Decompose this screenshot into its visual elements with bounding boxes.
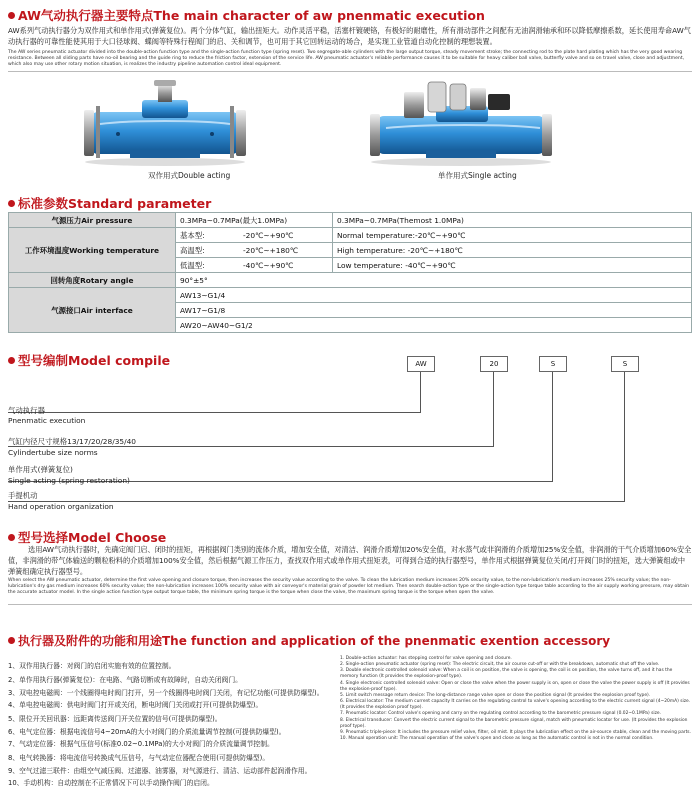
bullet-icon xyxy=(8,12,15,19)
parameter-table xyxy=(8,212,692,333)
list-item: 5. Limit switch message return device: The long-distance range valve open or close the position signal (It provides the explosion proof type). xyxy=(340,692,651,698)
list-item: 3. Double electronic controlled solenoid valve: When a coil is on position, the valve is opening, the coil is on position, the valve turns off, and it has the memory function (It provides the explosion-proof type). xyxy=(340,668,673,680)
model-line-cn: 手提机动 xyxy=(8,491,38,500)
list-item: 3、双电控电磁阀：一个线圈得电时阀门打开，另一个线圈得电时阀门关闭，有记忆功能(可提供防爆型)。 xyxy=(8,689,324,697)
model-line-cn: 气缸内径尺寸规格13/17/20/28/35/40 xyxy=(8,437,137,446)
rotary-angle-value: 90°±5° xyxy=(176,273,692,288)
temp-value-cn: -40℃~+90℃ xyxy=(239,258,333,273)
temp-value-en: Normal temperature:-20℃~+90℃ xyxy=(333,228,692,243)
section-title-main-character xyxy=(8,6,485,24)
air-pressure-label: 气源压力Air pressure xyxy=(9,213,176,228)
list-item: 7. Pneumatic locator: Control valve's opening and carry on the regulating control according to the barometric pressure signal (0.02~0.1MPa) size. xyxy=(340,711,661,717)
standard-parameter-title: 标准参数Standard parameter xyxy=(18,196,212,211)
temp-value-cn: -20℃~+180℃ xyxy=(239,243,333,258)
temp-sub-label: 高温型: xyxy=(176,243,240,258)
list-item: 2、单作用执行器(弹簧复位)：在电路、气路切断或有故障时，自动关闭阀门。 xyxy=(8,675,242,684)
section-title-standard-parameter xyxy=(8,194,211,212)
bullet-icon xyxy=(8,357,15,364)
list-item: 1、双作用执行器：对阀门的启闭实施有效的位置控制。 xyxy=(8,662,176,670)
air-interface-value: AW20~AW40~G1/2 xyxy=(176,318,692,333)
connector-line xyxy=(624,372,625,501)
list-item: 9、空气过滤三联件：由组空气减压阀、过滤器、油雾器，对气源进行、清洁、运动部件起润滑作用。 xyxy=(8,767,312,775)
list-item: 8. Electrical transducer: Convert the electric current signal to the barometric pressure signal, match with pneumatic locator for use. (It provides the explosion proof type). xyxy=(340,717,688,729)
air-interface-label: 气源接口Air interface xyxy=(9,288,176,333)
model-compile-title: 型号编制Model compile xyxy=(18,353,171,368)
model-box-size: 20 xyxy=(480,356,508,372)
air-interface-value: AW17~G1/8 xyxy=(176,303,692,318)
connector-line xyxy=(420,372,421,412)
model-line-en: Single acting (spring restoration) xyxy=(8,476,130,485)
double-acting-actuator-image xyxy=(70,76,260,168)
list-item: 6、电气定位器：根据电流信号4~20mA的大小对阀门的介质流量调节控制(可提供防爆型)。 xyxy=(8,728,286,736)
model-choose-en: When select the AW pneumatic actuator, determine the first valve opening and closure torque, then increases the security value according to the valve. To clean the lubrication medium increases 20% security value, to the non-lubrication's medium increases 25% security value; the non-lubrication's dry gas medium increases 60% security value; the non-lubrication increases 100% security value with air conveyor's material grain of powder lot medium. Then search double-action type or the single-action type torque table according to the air supply working pressure, may obtain the accurate actuator model. In the single action function type output torque table, the minimum spring torque is the torque when close the valve, the maximum spring torque is the torque when open the valve. xyxy=(8,578,690,596)
table-row xyxy=(9,213,692,228)
temp-value-en: High temperature: -20℃~+180℃ xyxy=(333,243,692,258)
table-row xyxy=(9,273,692,288)
temperature-label: 工作环境温度Working temperature xyxy=(9,228,176,273)
single-acting-actuator-image xyxy=(356,76,566,168)
list-item: 10. Manual operation unit: The manual operation of the valve's open and close as long as the automatic control is not in the normal condition. xyxy=(340,736,654,742)
model-line-en: Pnenmatic execution xyxy=(8,416,86,425)
list-item: 5、限位开关回讯器：远距离传送阀门开关位置的信号(可提供防爆型)。 xyxy=(8,714,222,723)
model-box-hand: S xyxy=(611,356,639,372)
main-character-title: AW气动执行器主要特点The main character of aw pnenmatic execution xyxy=(18,8,485,23)
main-character-cn: AW系列气动执行器分为双作用式和单作用式(弹簧复位)。两个分体气缸，输出扭矩大。动作灵活平稳，活塞杆镀硬铬，有极好的耐磨性，所有滑动部件之间配有无油润滑轴承和环以降低摩擦系数，延长使用寿命AW气动执行器的可靠性能使其用于大口径球阀、蝶阀等特殊行程阀门的启、关和调节，也可用于其它回转运动的场合，是实现工业管道自动化控制的理想装置。 xyxy=(8,26,691,46)
model-line-cn: 气动执行器 xyxy=(8,406,45,415)
table-row xyxy=(9,228,692,243)
divider xyxy=(8,604,692,605)
list-item: 7、气动定位器：根据气压信号(标准0.02~0.1MPa)的大小对阀门的介质流量调节控制。 xyxy=(8,740,274,748)
list-item: 4、单电控电磁阀：供电时阀门打开或关闭，断电时阀门关闭或打开(可提供防爆型)。 xyxy=(8,701,263,709)
list-item: 2. Single-action pneumatic actuator (spring reset): The electric circuit, the air course cut-off or with the breakdown, automatic shut off the valve. xyxy=(340,662,660,668)
air-pressure-value-en: 0.3MPa~0.7MPa(Themost 1.0MPa) xyxy=(333,213,692,228)
list-item: 4. Single electronic controlled solenoid valve: Open or close the valve when the power supply is on, open or close the valve the power supply is off (It provides the explosion-proof type). xyxy=(340,680,690,692)
main-character-en: The AW series pneumatic actuator divided into the double-action function type and the single-action function type (spring reset). Two segregate-able cylinders with the large output torque, steady movement stroke; the connecting rod to the plate hard plating which has the very good wearing resistance. Between all sliding parts have no-oil bearing and the guide ring to reduce the friction factor, extension of the service life. AW pneumatic actuator's reliable performance causes it to be suitable for heavy caliber ball valve, butterfly valve and so on travel valve, close and adjustment, which also may use other rotary motion situation, is realizes the industry pipeline automation control ideal equipment. xyxy=(8,50,685,68)
list-item: 10、手动机构：自动控制在不正常情况下可以手动操作阀门的启闭。 xyxy=(8,779,214,787)
air-interface-value: AW13~G1/4 xyxy=(176,288,692,303)
model-choose-title: 型号选择Model Choose xyxy=(18,530,167,545)
temp-value-en: Low temperature: -40℃~+90℃ xyxy=(333,258,692,273)
connector-line xyxy=(552,372,553,481)
model-box-aw: AW xyxy=(407,356,435,372)
model-box-single: S xyxy=(539,356,567,372)
bullet-icon xyxy=(8,534,15,541)
model-line-en: Hand operation organization xyxy=(8,502,114,511)
accessory-title: 执行器及附件的功能和用途The function and application of the pnenmatic exention accessory xyxy=(18,634,611,648)
connector-line xyxy=(493,372,494,446)
list-item: 6. Electrical locator: The medium current capacity It carries on the regulating control to valve's opening according to the electric current signal (4~20mA) size. (It provides the explosion proof type). xyxy=(340,699,691,711)
divider xyxy=(8,71,692,72)
single-acting-caption: 单作用式Single acting xyxy=(438,171,517,180)
double-acting-caption: 双作用式Double acting xyxy=(148,171,231,180)
list-item: 1. Double-action actuator: has stepping control for valve opening and closure. xyxy=(340,656,512,661)
table-row xyxy=(9,288,692,303)
bullet-icon xyxy=(8,637,15,644)
section-title-model-compile xyxy=(8,351,170,369)
model-choose-cn: 选用AW气动执行器时，先确定阀门启、闭时的扭矩，再根据阀门类别的流体介质，增加安全值，对清洁、润滑介质增加20%安全值，对水蒸气或非润滑的介质增加25%安全值，非润滑的干气介质增加60%安全值，非润滑的带气体输送的颗粒粉料的介质增加100%安全值，然后根据气源工作压力，查找双作用式或单作用式扭矩表，可得到合适的执行器型号，单作用式根据弹簧复位关闭/打开阀门时的扭矩，选大弹簧组或中弹簧组确定执行器型号。 xyxy=(8,545,692,576)
rotary-angle-label: 回转角度Rotary angle xyxy=(9,273,176,288)
connector-line xyxy=(8,412,421,413)
list-item: 8、电气转换器：将电流信号转换成气压信号，与气动定位器配合使用(可提供防爆型)。 xyxy=(8,753,270,762)
temp-sub-label: 基本型: xyxy=(176,228,240,243)
list-item: 9. Pneumatic triple-piece: It includes the pressure relief valve, filter, oil mist. It plays the lubrication effect on the air-source stable, clean and the moving parts. xyxy=(340,729,691,735)
accessory-list-cn xyxy=(8,660,328,791)
temp-sub-label: 低温型: xyxy=(176,258,240,273)
model-line-cn: 单作用式(弹簧复位) xyxy=(8,465,73,474)
model-line-en: Cylindertube size norms xyxy=(8,448,98,457)
accessory-list-en xyxy=(340,656,692,742)
section-title-accessory xyxy=(8,632,610,649)
bullet-icon xyxy=(8,200,15,207)
air-pressure-value-cn: 0.3MPa~0.7MPa(最大1.0MPa) xyxy=(176,213,333,228)
temp-value-cn: -20℃~+90℃ xyxy=(239,228,333,243)
